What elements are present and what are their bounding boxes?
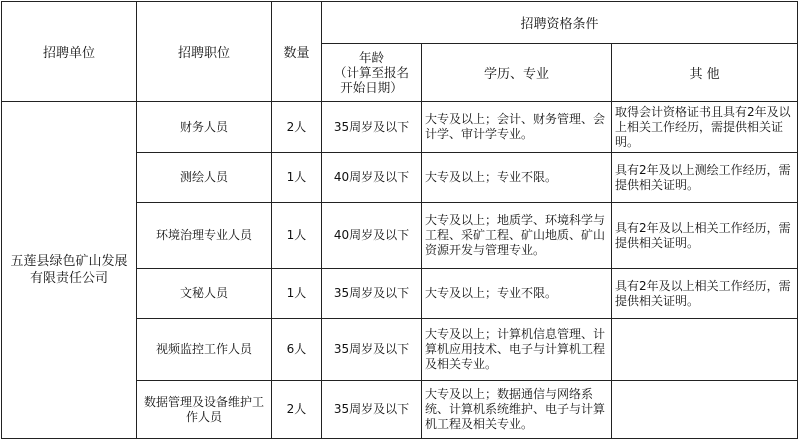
age-cell: 35周岁及以下 [322, 102, 422, 153]
header-position: 招聘职位 [137, 2, 272, 102]
count-cell: 1人 [272, 203, 322, 269]
other-cell: 具有2年及以上测绘工作经历，需提供相关证明。 [612, 153, 798, 203]
position-cell: 环境治理专业人员 [137, 203, 272, 269]
header-age-line1: 年龄 [358, 50, 384, 65]
count-cell: 1人 [272, 269, 322, 319]
header-qualifications: 招聘资格条件 [322, 2, 798, 44]
other-cell: 具有2年及以上相关工作经历，需提供相关证明。 [612, 269, 798, 319]
recruitment-table [1, 1, 798, 439]
count-cell: 2人 [272, 102, 322, 153]
header-age [322, 44, 422, 102]
position-cell: 财务人员 [137, 102, 272, 153]
header-unit: 招聘单位 [2, 2, 137, 102]
other-cell: 取得会计资格证书且具有2年及以上相关工作经历，需提供相关证明。 [612, 102, 798, 153]
age-cell: 35周岁及以下 [322, 269, 422, 319]
count-cell: 6人 [272, 319, 322, 381]
education-cell: 大专及以上；计算机信息管理、计算机应用技术、电子与计算机工程及相关专业。 [422, 319, 612, 381]
position-cell: 数据管理及设备维护工作人员 [137, 381, 272, 439]
other-cell [612, 319, 798, 381]
count-cell: 1人 [272, 153, 322, 203]
age-cell: 40周岁及以下 [322, 153, 422, 203]
unit-name-cell: 五莲县绿色矿山发展有限责任公司 [2, 102, 137, 439]
position-cell: 视频监控工作人员 [137, 319, 272, 381]
age-cell: 35周岁及以下 [322, 381, 422, 439]
education-cell: 大专及以上；地质学、环境科学与工程、采矿工程、矿山地质、矿山资源开发与管理专业。 [422, 203, 612, 269]
age-cell: 35周岁及以下 [322, 319, 422, 381]
position-cell: 测绘人员 [137, 153, 272, 203]
header-education: 学历、专业 [422, 44, 612, 102]
education-cell: 大专及以上；专业不限。 [422, 153, 612, 203]
education-cell: 大专及以上；数据通信与网络系统、计算机系统维护、电子与计算机工程及相关专业。 [422, 381, 612, 439]
position-cell: 文秘人员 [137, 269, 272, 319]
header-other: 其 他 [612, 44, 798, 102]
age-cell: 40周岁及以下 [322, 203, 422, 269]
header-count: 数量 [272, 2, 322, 102]
education-cell: 大专及以上；专业不限。 [422, 269, 612, 319]
table-row [2, 102, 798, 153]
count-cell: 2人 [272, 381, 322, 439]
other-cell: 具有2年及以上相关工作经历，需提供相关证明。 [612, 203, 798, 269]
header-age-line3: 开始日期） [340, 80, 403, 95]
other-cell [612, 381, 798, 439]
education-cell: 大专及以上；会计、财务管理、会计学、审计学专业。 [422, 102, 612, 153]
header-age-line2: （计算至报名 [333, 65, 409, 80]
